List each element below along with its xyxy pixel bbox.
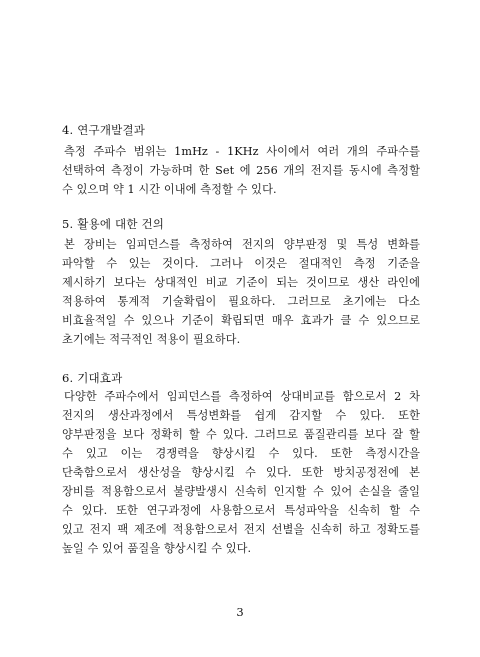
section-heading: 6. 기대효과 — [62, 371, 123, 385]
paragraph-line: 제시하기 보다는 상대적인 비교 기준이 되는 것이므로 생산 라인에 — [62, 276, 420, 289]
paragraph-line: 단축함으로서 생산성을 향상시킬 수 있다. 또한 방치공정전에 본 — [62, 466, 420, 479]
paragraph-line: 전지의 생산과정에서 특성변화를 쉽게 감지할 수 있다. 또한 — [62, 409, 420, 422]
paragraph-line: 본 장비는 임피던스를 측정하여 전지의 양부판정 및 특성 변화를 — [64, 238, 420, 251]
section-heading: 5. 활용에 대한 건의 — [62, 217, 165, 231]
paragraph-line: 초기에는 적극적인 적용이 필요하다. — [62, 333, 241, 346]
paragraph-line: 다양한 주파수에서 임피던스를 측정하여 상대비교를 함으로서 2 차 — [64, 390, 420, 403]
paragraph-line: 측정 주파수 범위는 1mHz - 1KHz 사이에서 여러 개의 주파수를 — [64, 145, 420, 158]
section-research-results — [62, 122, 420, 199]
paragraph-line: 높일 수 있어 품질을 향상시킬 수 있다. — [62, 542, 252, 555]
paragraph-line: 선택하여 측정이 가능하며 한 Set 에 256 개의 전지를 동시에 측정할 — [62, 164, 420, 177]
section-usage-suggestions — [62, 216, 420, 349]
paragraph-line: 수 있다. 또한 연구과정에 사용함으로서 특성파악을 신속히 할 수 — [62, 504, 420, 517]
section-heading: 4. 연구개발결과 — [62, 123, 146, 137]
paragraph-line: 장비를 적용함으로서 불량발생시 신속히 인지할 수 있어 손실을 줄일 — [62, 485, 420, 498]
paragraph-line: 수 있고 이는 경쟁력을 향상시킬 수 있다. 또한 측정시간을 — [62, 447, 420, 460]
paragraph-line: 있고 전지 팩 제조에 적용함으로서 전지 선별을 신속히 하고 정확도를 — [62, 523, 420, 536]
paragraph-line: 수 있으며 약 1 시간 이내에 측정할 수 있다. — [62, 183, 277, 196]
paragraph-line: 파악할 수 있는 것이다. 그러나 이것은 절대적인 측정 기준을 — [62, 257, 420, 270]
paragraph-line: 양부판정을 보다 정확히 할 수 있다. 그러므로 품질관리를 보다 잘 할 — [62, 428, 420, 441]
paragraph-line: 적용하여 통계적 기술확립이 필요하다. 그러므로 초기에는 다소 — [62, 295, 420, 308]
paragraph-line: 비효율적일 수 있으나 기준이 확립되면 매우 효과가 클 수 있으므로 — [62, 314, 420, 327]
page-number: 3 — [236, 605, 244, 619]
section-expected-effects — [62, 370, 420, 558]
